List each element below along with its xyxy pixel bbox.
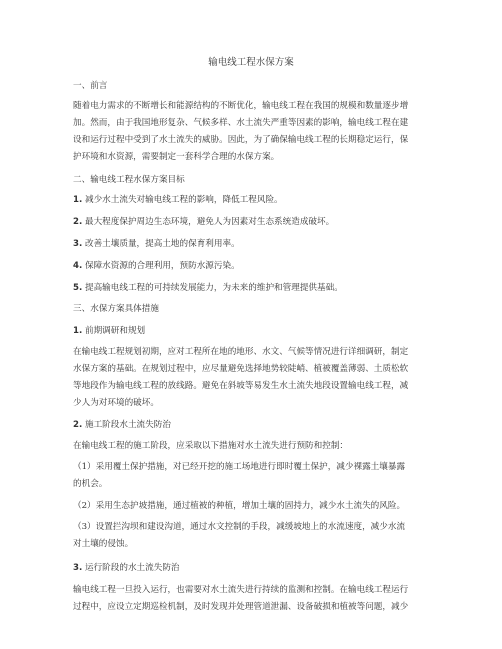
goal-number: 5. — [73, 283, 83, 293]
goal-number: 4. — [73, 261, 83, 271]
subsection-title: 施工阶段水土流失防治 — [82, 420, 171, 430]
text-line: 等地段作为输电线工程的放线路。避免在斜坡等易发生水土流失地段设置输电线工程，减 — [73, 381, 409, 391]
goal-text: 改善土壤质量，提高土地的保育利用率。 — [82, 239, 240, 249]
goal-item — [73, 236, 431, 253]
goal-item — [73, 280, 431, 297]
text-line: 设和运行过程中受到了水土流失的威胁。因此，为了确保输电线工程的长期稳定运行，保 — [73, 135, 409, 145]
text-line: 对土壤的侵蚀。 — [73, 539, 134, 549]
section-2-heading: 二、输电线工程水保方案目标 — [73, 175, 185, 185]
goal-text: 提高输电线工程的可持续发展能力，为未来的维护和管理提供基础。 — [82, 283, 343, 293]
subsection-2-heading — [73, 417, 431, 434]
text-line: 少人为对环境的破坏。 — [73, 398, 159, 408]
text-line: 的机会。 — [73, 479, 108, 489]
text-line: 输电线工程一旦投入运行，也需要对水土流失进行持续的监测和控制。在输电线工程运行 — [73, 585, 409, 595]
subsection-1-paragraph — [73, 344, 431, 412]
section-1-heading: 一、前言 — [73, 81, 108, 91]
text-line: （3）设置拦沟坝和建设沟道，通过水文控制的手段，减缓坡地上的水流速度，减少水流 — [73, 522, 406, 532]
goal-item — [73, 192, 431, 209]
text-line: 护环境和水资源，需要制定一套科学合理的水保方案。 — [73, 152, 280, 162]
goal-number: 3. — [73, 239, 83, 249]
text-line: （1）采用覆土保护措施，对已经开挖的施工场地进行即时覆土保护，减少裸露土壤暴露 — [73, 462, 406, 472]
subsection-3-paragraph — [73, 582, 431, 616]
goal-text: 保障水资源的合理利用，预防水源污染。 — [82, 261, 240, 271]
measure-2: （2）采用生态护坡措施，通过植被的种植，增加土壤的固持力，减少水土流失的风险。 — [73, 501, 406, 511]
goal-number: 2. — [73, 217, 83, 227]
section-3-heading: 三、水保方案具体措施 — [73, 304, 159, 314]
section-1-paragraph — [73, 98, 431, 166]
goal-text: 最大程度保护周边生态环境，避免人为因素对生态系统造成破坏。 — [82, 217, 335, 227]
text-line: 过程中，应设立定期巡检机制，及时发现并处理管道泄漏、设备破损和植被等问题，减少 — [73, 602, 409, 612]
document-title: 输电线工程水保方案 — [208, 57, 294, 68]
subsection-3-heading — [73, 560, 431, 577]
subsection-2-intro: 在输电线工程的施工阶段，应采取以下措施对水土流失进行预防和控制： — [73, 441, 349, 451]
subsection-number: 1. — [73, 326, 83, 336]
measure-3 — [73, 519, 431, 553]
goal-text: 减少水土流失对输电线工程的影响，降低工程风险。 — [82, 195, 283, 205]
text-line: 加。然而，由于我国地形复杂、气候多样、水土流失严重等因素的影响，输电线工程在建 — [73, 118, 409, 128]
text-line: 随着电力需求的不断增长和能源结构的不断优化，输电线工程在我国的规模和数量逐步增 — [73, 101, 409, 111]
goal-item — [73, 214, 431, 231]
text-line: 在输电线工程规划初期，应对工程所在地的地形、水文、气候等情况进行详细调研，制定 — [73, 347, 409, 357]
subsection-number: 2. — [73, 420, 83, 430]
measure-1 — [73, 459, 431, 493]
goal-number: 1. — [73, 195, 83, 205]
subsection-title: 前期调研和规划 — [82, 326, 146, 336]
subsection-number: 3. — [73, 563, 83, 573]
text-line: 水保方案的基础。在规划过程中，应尽量避免选择地势较陡峭、植被覆盖薄弱、土质松软 — [73, 364, 409, 374]
subsection-title: 运行阶段的水土流失防治 — [82, 563, 180, 573]
subsection-1-heading — [73, 323, 431, 340]
goal-item — [73, 258, 431, 275]
